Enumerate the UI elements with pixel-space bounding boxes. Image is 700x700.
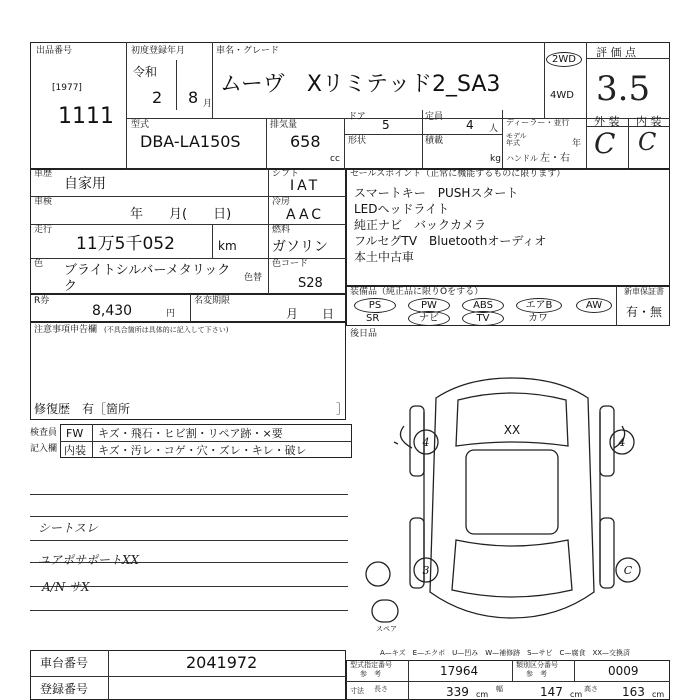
height-label: 高さ — [584, 685, 598, 693]
color-value-wrap: ク — [64, 279, 78, 294]
recycle-value: 8,430 — [92, 303, 133, 319]
era: 令和 — [133, 65, 158, 79]
original-color-label: 色替 — [244, 273, 263, 283]
equip-leather: カワ — [528, 313, 548, 324]
mileage-value: 11万5千052 — [76, 234, 175, 254]
equip-aw: AW — [576, 298, 612, 313]
equip-abs: ABS — [462, 298, 504, 313]
width-value: 147 — [540, 685, 563, 699]
history-label: 車歴 — [34, 169, 53, 179]
accessories-label: 後日品 — [350, 329, 378, 339]
capacity: 4 — [466, 118, 474, 132]
ref-label-1: 参 考 — [360, 670, 381, 678]
kg-unit: kg — [490, 154, 501, 164]
interior-label: 内 装 — [636, 115, 662, 128]
displacement: 658 — [290, 132, 321, 151]
interior-grade: C — [638, 128, 657, 156]
fuel-value: ガソリン — [272, 239, 328, 255]
ac-value: AAC — [286, 207, 325, 223]
doors: 5 — [382, 118, 390, 132]
divider — [30, 196, 346, 197]
class-label: 類別区分番号 — [516, 661, 558, 669]
car-name-label: 車名・グレード — [216, 46, 280, 56]
rule-line — [30, 516, 348, 517]
divider — [268, 168, 269, 294]
month-unit: 月 — [203, 99, 213, 109]
divider — [30, 224, 346, 225]
inspector-row1: キズ・飛石・ヒビ割・リペア跡・×要 — [98, 427, 283, 440]
cm-unit-2: cm — [570, 690, 583, 699]
divider — [60, 441, 352, 442]
person-unit: 人 — [489, 124, 499, 134]
inspector-row2: キズ・汚レ・コゲ・穴・ズレ・キレ・破レ — [98, 444, 307, 457]
equip-navi: ナビ — [408, 311, 450, 326]
recycle-label: R券 — [34, 296, 50, 306]
width-label: 幅 — [496, 685, 503, 693]
exterior-grade: C — [594, 127, 616, 160]
type-no-value: 17964 — [440, 664, 479, 678]
sales-label: セールスポイント（正常に機能するものに限ります） — [350, 169, 566, 179]
expiry-value: 月 日 — [286, 307, 335, 321]
divider — [586, 42, 587, 170]
car-diagram — [346, 342, 670, 648]
equipment-label: 装備品（純正品に限りOをする） — [350, 287, 484, 297]
divider — [512, 660, 513, 681]
model: DBA-LA150S — [140, 132, 241, 151]
handwritten-note-2: ユアポサポートXX — [38, 553, 140, 567]
equip-sr: SR — [366, 313, 380, 324]
handwritten-note-1: シートスレ — [38, 521, 98, 535]
diagram-mark-4-left: 4 — [422, 436, 430, 449]
warranty-value: 有・無 — [626, 305, 663, 319]
diagram-mark-3: 3 — [422, 564, 430, 577]
notes-label: 注意事項申告欄 — [34, 325, 98, 335]
inspector-label-1: 検査員 — [30, 428, 58, 438]
inspector-fw: FW — [66, 427, 84, 440]
notes-sublabel: (不具合箇所は具体的に記入して下さい) — [104, 326, 229, 334]
model-year-label: モデル年式 — [506, 132, 527, 147]
year-unit: 年 — [572, 139, 582, 149]
reg-month: 8 — [188, 88, 199, 107]
diagram-mark-c: C — [623, 564, 633, 577]
reg-number-label: 登録番号 — [40, 682, 89, 696]
handwritten-note-3: A/N サX — [42, 580, 90, 594]
expiry-label: 名変期限 — [194, 296, 231, 306]
drive-2wd-circle: 2WD — [546, 52, 582, 67]
sales-point-2: LEDヘッドライト — [354, 202, 450, 216]
lot-year: [1977] — [52, 83, 82, 93]
length-label: 長さ — [374, 685, 388, 693]
divider — [108, 650, 109, 700]
shift-label: シフト — [272, 169, 300, 179]
divider — [30, 676, 346, 677]
capacity-label: 定員 — [425, 112, 444, 122]
chassis-value: 2041972 — [186, 653, 258, 672]
divider — [422, 110, 423, 170]
divider — [346, 681, 670, 682]
chassis-label: 車台番号 — [40, 656, 89, 670]
divider — [544, 42, 545, 118]
divider — [92, 424, 93, 458]
load-label: 積載 — [425, 136, 444, 146]
door-label: ドア — [348, 112, 366, 122]
divider — [616, 286, 617, 326]
color-code-value: S28 — [298, 276, 323, 291]
dims-label: 寸法 — [350, 687, 364, 695]
equip-pw: PW — [408, 298, 450, 313]
diagram-mark-4-right: 4 — [618, 436, 626, 449]
color-label: 色 — [34, 259, 44, 269]
score-label: 評 価 点 — [596, 46, 636, 59]
inspection-label: 車検 — [34, 197, 53, 207]
divider — [212, 224, 213, 258]
displacement-label: 排気量 — [270, 120, 298, 130]
car-name: ムーヴ Xリミテッド2_SA3 — [220, 72, 501, 97]
rule-line — [30, 540, 348, 541]
rule-line — [30, 494, 348, 495]
equip-airbag: エアB — [516, 298, 562, 313]
drive-4wd: 4WD — [550, 90, 574, 101]
divider — [408, 660, 409, 700]
ac-label: 冷房 — [272, 197, 291, 207]
cm-unit-1: cm — [476, 690, 489, 699]
divider — [126, 118, 670, 119]
sales-point-4: フルセグTV Bluetoothオーディオ — [354, 234, 547, 248]
diagram-mark-xx: XX — [503, 423, 521, 437]
cm-unit-3: cm — [652, 690, 665, 699]
lot-number: 1111 — [58, 104, 114, 129]
divider — [502, 110, 503, 170]
score-value: 3.5 — [596, 69, 651, 109]
warranty-label: 新車保証書 — [624, 287, 664, 296]
first-reg-label: 初度登録年月 — [131, 46, 186, 56]
length-value: 339 — [446, 685, 469, 699]
mileage-label: 走行 — [34, 225, 53, 235]
divider — [266, 118, 267, 170]
ref-label-2: 参 考 — [526, 670, 547, 678]
inspector-label-2: 記入欄 — [30, 444, 58, 454]
inspector-interior: 内装 — [64, 444, 86, 457]
handle-label: ハンドル — [506, 154, 538, 163]
divider — [126, 42, 127, 170]
divider — [574, 660, 575, 681]
repair-history: 修復歴 有［箇所 — [34, 402, 131, 416]
sales-point-1: スマートキー PUSHスタート — [354, 186, 519, 200]
fuel-label: 燃料 — [272, 225, 291, 235]
type-no-label: 型式指定番号 — [350, 661, 392, 669]
divider — [176, 60, 177, 110]
divider — [628, 118, 629, 170]
rule-line — [30, 610, 348, 611]
height-value: 163 — [622, 685, 645, 699]
equip-ps: PS — [354, 298, 396, 313]
dealer-label: ディーラー・並行 — [506, 118, 570, 127]
repair-close: ］ — [336, 402, 349, 416]
equip-tv: TV — [462, 311, 504, 326]
damage-legend: A—キズ E—エクボ U—凹み W—補修跡 S—サビ C—腐食 XX—交換済 — [380, 649, 631, 657]
history-value: 自家用 — [64, 176, 106, 192]
divider — [344, 134, 502, 135]
handle: 左・右 — [540, 153, 570, 164]
sales-point-3: 純正ナビ バックカメラ — [354, 218, 487, 232]
cc-unit: cc — [330, 154, 340, 164]
km-unit: km — [218, 239, 237, 253]
shift-value: IAT — [290, 178, 321, 194]
divider — [212, 42, 213, 118]
inspection-value: 年 月( 日) — [130, 207, 232, 222]
divider — [344, 118, 345, 170]
model-label: 型式 — [131, 120, 150, 130]
color-value: ブライトシルバーメタリック — [64, 263, 231, 278]
class-value: 0009 — [608, 664, 639, 678]
yen-unit: 円 — [166, 309, 176, 319]
spare-label: スペア — [376, 625, 397, 633]
shape-label: 形状 — [348, 136, 367, 146]
color-code-label: 色コード — [272, 259, 309, 269]
sales-point-5: 本土中古車 — [354, 250, 415, 264]
lot-label: 出品番号 — [36, 46, 73, 56]
reg-year: 2 — [152, 88, 163, 107]
exterior-label: 外 装 — [594, 115, 620, 128]
divider — [190, 294, 191, 322]
